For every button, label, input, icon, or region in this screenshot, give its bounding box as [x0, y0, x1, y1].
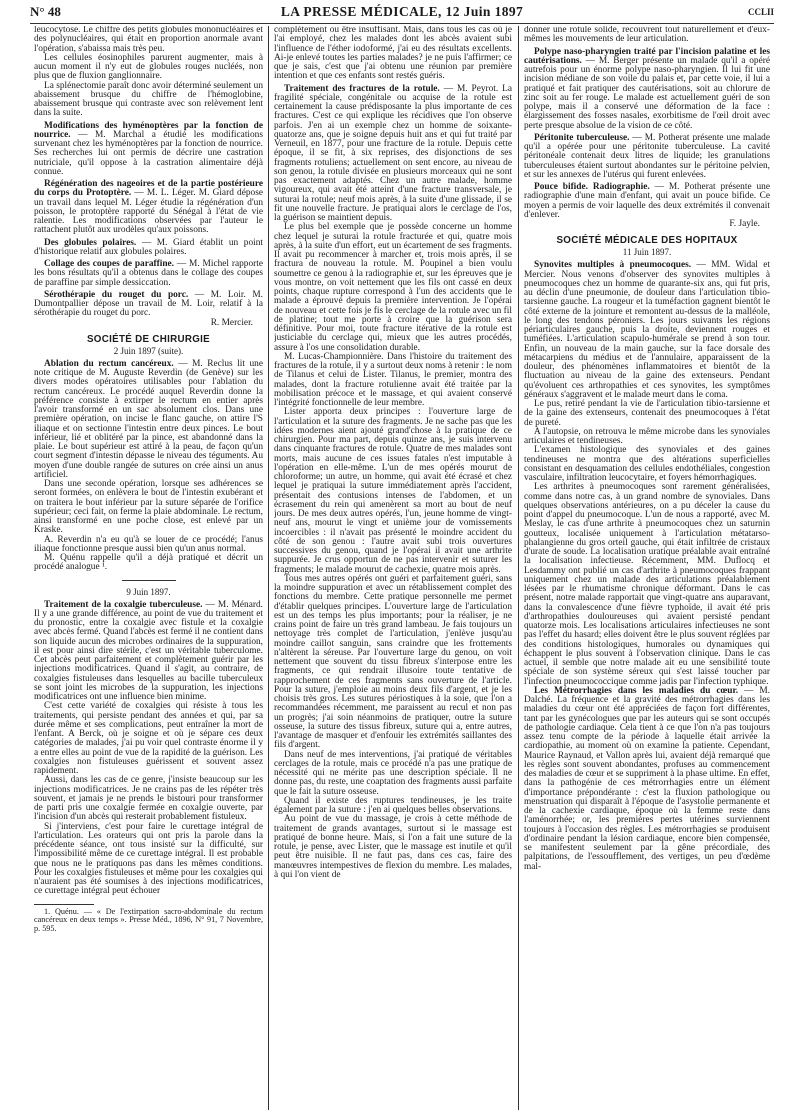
report-serotherapie — [34, 291, 263, 319]
column-left — [34, 26, 263, 1114]
report-text: — M. Marchal a étudié les modifications survenant chez les hyménoptères par la fonction de nourrice. Ses recherches lui ont permis de décrire une castration nutriciale, qu'il oppose à la castration alimentaire déjà connue. — [34, 129, 263, 177]
report-polype — [524, 48, 770, 131]
paragraph: Lister apporta deux principes : l'ouverture large de l'articulation et la suture des fragments. Je ne sache pas que les idées modernes aient ajouté grand'chose à la pratique de ce chirurgien. Pour ma part, depuis quinze ans, je suis intervenu dans cinquante fractures de rotule. Quatre de mes malades sont morts, mais aucune de ces issues fatales n'est imputable à l'opération en elle-même. L'un de mes opérés mourut de chloroforme; un autre, un homme, qui avait été écrasé et chez lequel je pratiquai la suture immédiatement après l'accident, présentait des contusions intenses de l'abdomen, et un écrasement du rein qui amenèrent sa mort au bout de neuf jours. De mes deux autres opérés, l'un, jeune homme de vingt-neuf ans, mourut le vingt et unième jour de vomissements incoercibles : il n'avait pas présenté le moindre accident du côté de son genou : l'autre avait subi trois ouvertures successives du genou, quand je l'opérai il avait une arthrite suppurée. Je crus opportun de ne pas intervenir et suturer les fragments; le malade mourut de cachexie, quatre mois après. — [274, 407, 512, 575]
section-date: 2 Juin 1897 (suite). — [113, 345, 184, 356]
column-middle — [274, 26, 512, 1114]
report-text: — M. Berger présente un malade qu'il a opéré autrefois pour un énorme polype naso-pharyngien. Il lui fit une incision médiane de son voile du palais et, par cette voie, il lui a pratiqué et fait pratiquer des cautérisations, soit au chlorure de zinc soit au fer rouge. Le malade est actuellement guéri de son polype, mais il a conservé une déformation de la face : élargissement des fosses nasales, exorbitisme de l'œil droit avec perte presque absolue de la vision de ce côté. — [524, 55, 770, 131]
report-title: Synovites multiples à pneumocoques. — [534, 260, 692, 271]
report-title: Polype naso-pharyngien traité par l'incision palatine et les cautérisations. — [524, 46, 770, 66]
report-title: Régénération des nageoires et de la partie postérieure du corps du Protoptère. — [34, 179, 263, 199]
report-synovites — [524, 261, 770, 400]
report-title: Les Métrorrhagies dans les maladies du cœur. — [534, 685, 739, 696]
folio-number: CCLII — [747, 7, 774, 17]
separator-rule — [122, 580, 176, 581]
report-collage — [34, 260, 263, 288]
column-divider-2 — [518, 26, 519, 1110]
report-text: — M. Ménard. Il y a une grande différence, au point de vue du traitement et du pronostic, entre la coxalgie avec fistule et la coxalgie avec abcès fermé. Quand l'abcès est fermé il ne contient dans son liquide aucun des microbes ordinaires de la suppuration, il est pour ainsi dire stérile, c'est un véritable tuberculome. Cet abcès peut parfaitement et complètement guérir par les injections modificatrices. Quand il s'agit, au contraire, de coxalgies fistuleuses dans lesquelles au bacille tuberculeux se sont joint les microbes de la suppuration, les injections modificatrices ont une influence bien minime. — [34, 599, 263, 702]
paragraph: Tous mes autres opérés ont guéri et parfaitement guéri, sans la moindre suppuration et avec un rétablissement complet des fonctions du membre. Cette pratique personnelle me permet d'établir quelques principes. L'ouverture large de l'articulation est un des temps les plus importants; pour la réaliser, je ne crains point de faire un très grand lambeau. Je fais toujours un nettoyage très complet de l'articulation, j'enlève jusqu'au moindre caillot sanguin, sans craindre que les frottements n'altèrent la séreuse. Par l'ouverture large du genou, on voit nettement que souvent du tissu fibreux s'interpose entre les fragments, ce qui rendrait illusoire toute tentative de rapprochement de ces fragments sans ouverture de l'article. Pour la suture, j'emploie au moins deux fils d'argent, et je les choisis très gros. Les sutures périostiques à la soie, que l'on a recommandées récemment, me paraissent au recul et non pas un progrès; j'ai soin néanmoins de pratiquer, outre la suture osseuse, la suture des tissus fibreux, suture qui a, entre autres, l'avantage de masquer et d'enfouir les extrémités saillantes des fils d'argent. — [274, 573, 512, 751]
paragraph: donner une rotule solide, recouvrent tout naturellement et d'eux-mêmes les mouvements de leur articulation. — [524, 26, 770, 45]
footnote-rule — [34, 904, 94, 905]
paragraph: C'est cette variété de coxalgies qui résiste à tous les traitements, qui persiste pendant des années et qui, par sa durée même et ses complications, peut entraîner la mort de l'enfant. A Berck, où je soigne et où je sépare ces deux catégories de malades, j'ai pu voir quel contraste énorme il y a entre elles au point de vue de la rapidité de la guérison. Les coxalgies non fistuleuses guérissent et souvent assez rapidement. — [34, 701, 263, 776]
paragraph: L'examen histologique des synoviales et des gaines tendineuses ne montra que des altérations superficielles consistant en desquamation des cellules endothéliales, congestion vasculaire, infiltration leucocytaire, et foyers hémorrhagiques. — [524, 445, 770, 483]
paragraph: Les cellules éosinophiles parurent augmenter, mais à aucun moment il n'y eut de globules rouges nucléés, non plus que de fluxion ganglionnaire. — [34, 52, 263, 82]
paragraph: Le plus bel exemple que je possède concerne un homme chez lequel je suturai la rotule fracturée et qui, quatre mois après, à la suite d'un effort, eut un écartement de ses fragments. Il avait pu recommencer à marcher et, trois mois après, il se fractura de nouveau la rotule. M. Poupinel a bien voulu soumettre ce genou à la radiographie et, sur les épreuves que je vous montre, on voit nettement que les fils ont cassé en deux points, chaque rupture correspond à l'un des accidents que le malade a éprouvé depuis la première intervention. Je l'opérai de nouveau et cette fois je fis le cerclage de la rotule avec un fil de platine; tout me porte à croire que la guérison sera définitive. Pour moi, toute fracture itérative de la rotule est justiciable du cerclage qui, mieux que les autres procédés, assure à l'os une consolidation durable. — [274, 222, 512, 353]
paragraph: A. Reverdin n'a eu qu'à se louer de ce procédé; l'anus iliaque fonctionne presque aussi bien qu'un anus normal. — [34, 534, 263, 554]
paragraph: leucocytose. Le chiffre des petits globules mononucléaires et des polynucléaires, qui était en proportion anormale avant l'opération, s'abaissa mais très peu. — [34, 26, 263, 54]
author-signature: F. Jayle. — [729, 219, 760, 229]
report-title: Des globules polaires. — [44, 237, 137, 248]
report-title: Collage des coupes de paraffine. — [44, 259, 175, 269]
paragraph: La splénectomie paraît donc avoir déterminé seulement un abaissement brusque du chiffre de l'hémoglobine, abaissement brusque qui contraste avec son relèvement lent dans la suite. — [34, 80, 263, 119]
report-text: — MM. Widal et Mercier. Nous venons d'observer des synovites multiples à pneumocoques chez un homme de quarante-six ans, qui fut pris, au déclin d'une pneumonie, de douleur dans l'articulation tibio-tarsienne gauche. La rougeur et la tuméfaction gagnent bientôt le côté externe de la jointure et remontent au-dessus de la malléole, le long des tendons péroniers. Les jours suivants les régions périarticulaires gauche, puis la droite, deviennent rouges et tuméfiées. L'articulation scapulo-humérale se prend à son tour. Enfin, un nouveau de la main gauche, sur la face dorsale des métacarpiens du médius et de l'annulaire, apparaissent de la douleur, des phénomènes inflammatoires et bientôt de la fluctuation au niveau de la gaine des extenseurs. Pendant qu'évoluent ces arthropathies et ces synovites, les symptômes généraux s'aggravent et le malade meurt dans le coma. — [524, 260, 770, 400]
report-peritonite — [524, 134, 770, 180]
report-text: — M. Loir. M. Dumontpallier dépose un travail de M. Loir, relatif à la sérothérapie du rouget du porc. — [34, 289, 263, 319]
paragraph: Au point de vue du massage, je crois à cette méthode de traitement de grands avantages, surtout si le massage est pratiqué de bonne heure. Mais, si l'on a fait une suture de la rotule, je pense, avec Lister, que le massage est inutile et qu'il peut être nuisible. Il ne faut pas, dans ces cas, faire des manœuvres intempestives de flexion du membre. Les malades, à qui l'on vient de — [274, 814, 512, 880]
column-right — [524, 26, 770, 1114]
report-text: — M. Giard établit un point d'historique relatif aux globules polaires. — [34, 237, 263, 257]
report-text: — M. Potherat présente une radiographie d'une main d'enfant, qui avait un pouce bifide. Ce moyen a permis de voir laquelle des deux extrémités il convenait d'enlever. — [524, 182, 770, 220]
report-ablation-rectum — [34, 360, 263, 480]
report-coxalgie — [34, 601, 263, 703]
running-header — [30, 3, 774, 21]
report-title: Traitement de la coxalgie tuberculeuse. — [44, 599, 203, 610]
paragraph: M. Lucas-Championnière. Dans l'histoire du traitement des fractures de la rotule, il y a surtout deux noms à retenir : le nom de Tilanus et celui de Lister. Tilanus, le premier, montra des malades, dont la fracture rotulienne avait été traitée par la mobilisation précoce et le massage, et qui avaient conservé l'intégrité fonctionnelle de leur membre. — [274, 351, 512, 408]
paragraph: A l'autopsie, on retrouva le même microbe dans les synoviales articulaires et tendineuses. — [524, 426, 770, 446]
paragraph: Les arthrites à pneumocoques sont rarement généralisées, comme dans notre cas, à un grand nombre de synoviales. Dans quelques observations antérieures, on a pu déceler la cause du point d'appel du pneumocoque. L'un de nous a rapporté, avec M. Meslay, le cas d'une arthrite à pneumocoques chez un saturnin goutteux, localisée uniquement à l'articulation métatarso-phalangienne du gros orteil gauche, qui était infiltrée de cristaux d'urate de soude. La localisation uratique préalable avait entraîné la localisation infectieuse. Récemment, MM. Duflocq et Lesdammy ont publié un cas d'arthrite à pneumocoques frappant uniquement chez un malade des articulations préalablement lésées par le rhumatisme chronique déformant. Dans le cas présent, notre malade rapportait que vingt-quatre ans auparavant, dans la convalescence d'une fièvre typhoïde, il avait été pris d'arthropathies douloureuses qui avaient persisté pendant quatorze mois. Les localisations articulaires infectieuses ne sont pas l'effet du hasard; elles doivent être le plus souvent réglées par des conditions histologiques, humorales ou dynamiques qui échappent le plus souvent à l'observation clinique. Dans le cas actuel, il semble que notre malade ait eu une sensibilité toute spéciale de son système séreux qui s'est laissé toucher par l'infection pneumococcique comme jadis par l'infection typhique. — [524, 482, 770, 687]
column-divider-1 — [268, 26, 269, 1110]
report-globules-polaires — [34, 239, 263, 258]
report-text: — M. Michel rapporte les bons résultats qu'il a obtenus dans le collage des coupes de paraffine par simple dessiccation. — [34, 259, 263, 288]
report-text: — M. Potherat présente une malade qu'il a opérée pour une péritonite tuberculeuse. La cavité péritonéale contenait deux litres de liquide; les granulations tuberculeuses étaient surtout abondantes sur le péritoine pelvien, et sur les annexes de l'utérus qui furent enlevées. — [524, 132, 770, 180]
paragraph: M. Quénu rappelle qu'il a déjà pratiqué et décrit un procédé analogue ¹. — [34, 553, 263, 573]
paragraph: Quand il existe des ruptures tendineuses, je les traite également par la suture : j'en ai quelques belles observations. — [274, 795, 512, 815]
report-title: Péritonite tuberculeuse. — [534, 132, 630, 143]
header-rule — [30, 23, 774, 24]
paragraph: Dans neuf de mes interventions, j'ai pratiqué de véritables cerclages de la rotule, mais ce procédé n'a pas une pratique de nécessité qui ne mérite pas une description spéciale. Il ne donne pas, du reste, une coaptation des fragments aussi parfaite que le fait la suture osseuse. — [274, 749, 512, 797]
journal-title: LA PRESSE MÉDICALE, 12 Juin 1897 — [280, 4, 524, 19]
paragraph: Le pus, retiré pendant la vie de l'articulation tibio-tarsienne et de la gaine des extenseurs, contenait des pneumocoques à l'état de pureté. — [524, 399, 770, 428]
report-fractures-rotule — [274, 85, 512, 224]
section-date: 11 Juin 1897. — [622, 247, 672, 258]
report-text: — M. Dalché. La fréquence et la gravité des métrorrhagies dans les maladies du cœur ont été appréciées de façon fort différentes, tant par les gynécologues que par les auteurs qui se sont occupés de pathologie cardiaque. Cela tient à ce que l'on n'a pas toujours assez tenu compte de la période à laquelle était arrivée la cardiopathie, au moment où on examine la patiente. Cependant, Maurice Raynaud, et Vallon après lui, avaient déjà remarqué que les règles sont souvent abondantes, profuses au commencement des maladies de cœur et se suppriment à la phase ultime. En effet, dans la pathogénie de ces métrorrhagies entre un élément d'importance prépondérante : c'est la fluxion pathologique ou menstruation qui disparaît à l'époque de l'asystolie permanente et de la cachexie cardiaque, époque où la femme reste dans l'aménorrhée; or, les premières pertes utérines surviennent toujours à l'occasion des règles. Les métrorrhagies se produisent d'ordinaire pendant la lésion cardiaque, encore bien compensée, se manifestent seulement par la gêne précordiale, des palpitations, de l'essoufflement, des vertiges, un peu d'œdème mal- — [524, 685, 770, 872]
report-title: Sérothérapie du rouget du porc. — [44, 289, 189, 300]
report-text: — M. Peyrot. La fragilité spéciale, congénitale ou acquise de la rotule est certainement la cause prédisposante la plus importante de ces fractures. C'est ce qui explique les récidives que l'on observe parfois. J'en ai un exemple chez un homme de soixante-quatorze ans, que je soigne depuis huit ans et qui fut traité par Verneuil, en 1877, pour une fracture de la rotule. Depuis cette époque, il se fit, à six reprises, des disjonctions de ses fragments rotuliens; actuellement on sent encore, au niveau de son genou, la rotule divisée en plusieurs morceaux qui ne sont pas exactement adaptés. Chez un autre malade, homme vigoureux, qui avait été atteint d'une fracture transversale, je suturai la rotule; neuf mois après, à la suite d'une glissade, il se fit une nouvelle fracture. Je pratiquai alors le cerclage de l'os, la guérison se maintient depuis. — [274, 83, 512, 223]
report-title: Ablation du rectum cancéreux. — [44, 358, 174, 369]
report-title: Modifications des hyménoptères par la fonction de nourrice. — [34, 120, 263, 140]
report-protoptere — [34, 180, 263, 236]
report-title: Traitement des fractures de la rotule. — [284, 83, 440, 94]
author-signature: R. Mercier. — [210, 317, 253, 328]
page-number: N° 48 — [30, 4, 61, 19]
session-date: 9 Juin 1897. — [126, 586, 171, 597]
report-title: Pouce bifide. Radiographie. — [534, 182, 650, 192]
report-pouce-bifide — [524, 183, 770, 220]
paragraph: Aussi, dans les cas de ce genre, j'insiste beaucoup sur les injections modificatrices. Je ne crains pas de les répéter très souvent, et jamais je ne prends le bistouri pour transformer de parti pris une coxalgie fermée en coxalgie ouverte, par l'incision d'un abcès qui resterait probablement fistuleux. — [34, 775, 263, 823]
footnote: 1. Quénu. — « De l'extirpation sacro-abdominale du rectum cancéreux en deux temps ». Presse Méd., 1896, N° 91, 7 Novembre, p. 595. — [34, 906, 263, 933]
report-metrorrhagies — [524, 687, 770, 872]
report-hymenopteres — [34, 122, 263, 178]
paragraph: Dans une seconde opération, lorsque ses adhérences se seront formées, on enlèvera le bout de l'intestin exubérant et on traitera le bout inférieur par la suture séparée de l'orifice supérieur; ceci fait, on ferme la plaie abdominale. Le rectum, ainsi transformé en une poche close, est enlevé par un Kraske. — [34, 479, 263, 536]
section-title-chirurgie: SOCIÉTÉ DE CHIRURGIE — [86, 333, 211, 345]
section-title-hopitaux: SOCIÉTÉ MÉDICALE DES HOPITAUX — [556, 235, 738, 247]
paragraph: Si j'interviens, c'est pour faire le curettage intégral de l'articulation. Les orateurs qui ont pris la parole dans la précédente séance, ont tous insisté sur la difficulté, sur l'impossibilité même de ce curettage intégral. Il est probable que nous ne le pratiquons pas dans les mêmes conditions. Pour les coxalgies fistuleuses et même pour les coxalgies qui n'auraient pas été soumises à des injections modificatrices, ce curettage intégral peut échouer — [34, 821, 263, 897]
report-text: — M. Reclus lit une note critique de M. Auguste Reverdin (de Genève) sur les divers modes opératoires utilisables pour l'ablation du rectum cancéreux. Le procédé auquel Reverdin donne la préférence consiste à extirper le rectum en entier après l'avoir transformé en un sac absolument clos. Dans une première opération, on incise le flanc gauche, on attire l'S iliaque et on sectionne l'intestin entre deux pinces. Le bout inférieur, lié et oblitéré par la pince, est abandonné dans la plaie. Le bout supérieur est attiré à la peau, de façon qu'un court segment d'intestin dépasse le niveau des téguments. Au moyen d'une double rangée de sutures on crée ainsi un anus artificiel. — [34, 358, 263, 480]
paragraph: complètement ou être insuffisant. Mais, dans tous les cas où je l'ai employé, chez les malades dont les abcès avaient subi l'influence de l'éther iodoformé, j'ai eu des résultats excellents. Ai-je enlevé toutes les parties malades? je ne puis l'affirmer; ce que je sais, c'est que j'ai obtenu une réunion par première intention et que ces enfants sont restés guéris. — [274, 26, 512, 82]
report-text: — M. L. Léger. M. Giard dépose un travail dans lequel M. Léger étudie la régénération d'un poisson, le protoptère rapporté du Sénégal à l'état de vie ralentie. Les modifications observées par l'auteur le rattachent plutôt aux urodèles qu'aux poissons. — [34, 188, 263, 236]
